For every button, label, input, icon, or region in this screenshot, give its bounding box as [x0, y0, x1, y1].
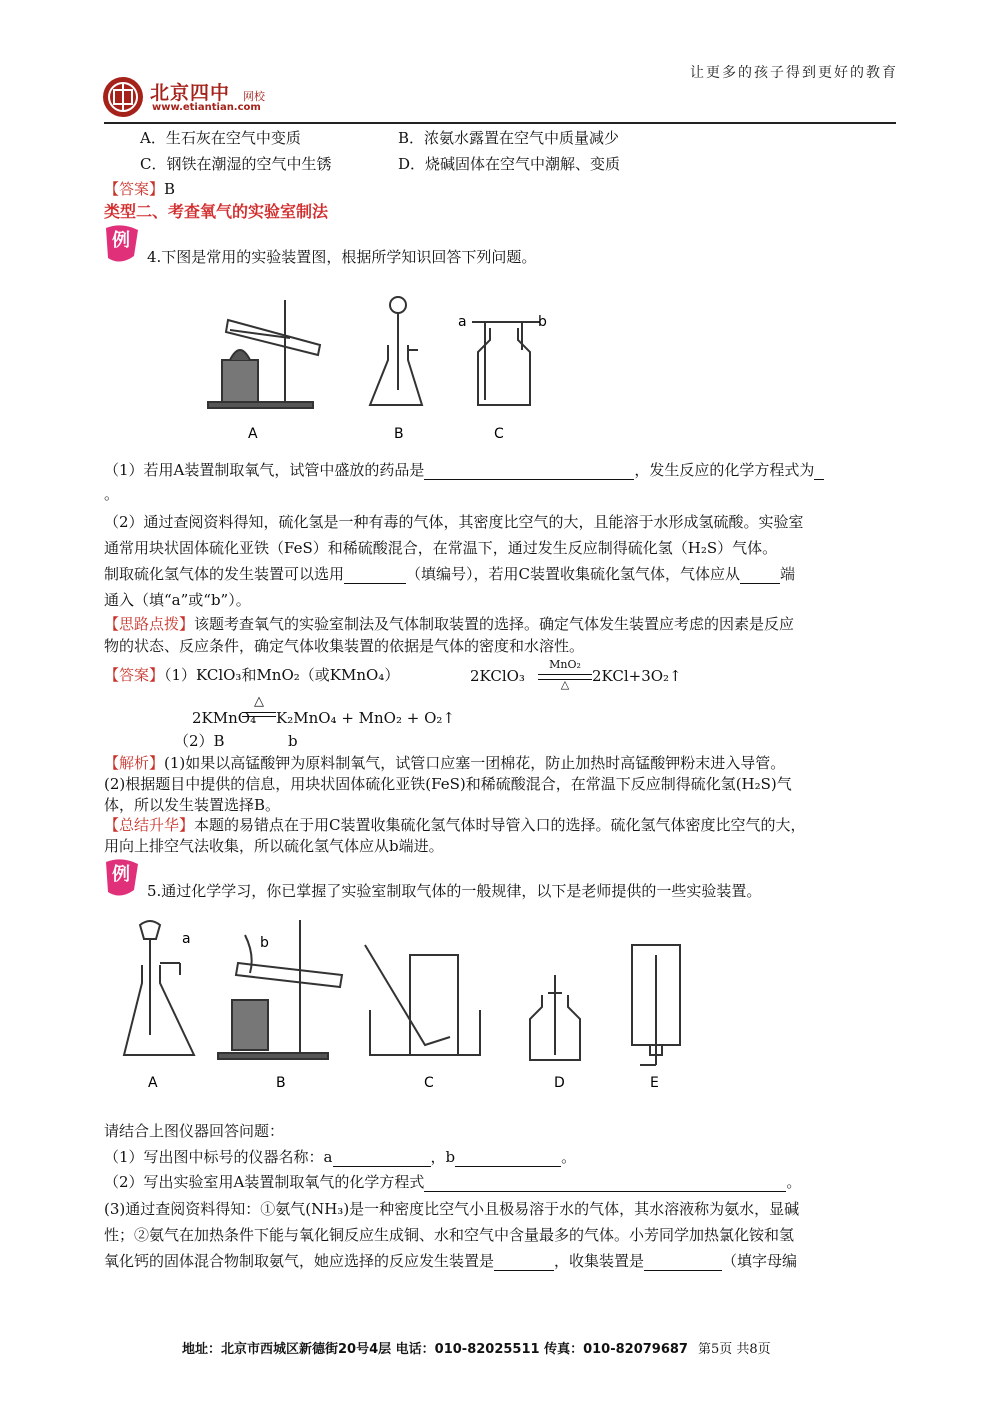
answer-part1: （1）KClO₃和MnO₂（或KMnO₄）: [164, 666, 400, 684]
q5-part1-blank-a[interactable]: [333, 1150, 431, 1167]
logo-url: www.etiantian.com: [152, 102, 261, 113]
hint-text: 该题考查氧气的实验室制法及气体制取装置的选择。确定气体发生装置应考虑的因素是反应: [194, 615, 795, 633]
q5-label-e: E: [650, 1075, 659, 1091]
footer-page-number: 第5页 共8页: [697, 1342, 771, 1357]
summary-tag: 【总结升华】: [104, 816, 195, 834]
q5-label-c: C: [424, 1075, 434, 1091]
q4-part2-text: 制取硫化氢气体的发生装置可以选用: [104, 565, 345, 583]
logo-name: 北京四中: [150, 82, 231, 104]
q5-part3-text2: ，收集装置是: [554, 1252, 645, 1270]
equation1-right: 2KCl+3O₂↑: [592, 667, 682, 685]
q5-apparatus-figure: [110, 915, 690, 1095]
q5-mark-b: b: [260, 935, 269, 951]
school-logo-icon: [100, 74, 148, 120]
q4-part2-text2: （填编号），若用C装置收集硫化氢气体，气体应从: [406, 565, 740, 583]
footer-address: 地址：北京市西城区新德街20号4层 电话：010-82025511 传真：010-82079687: [182, 1342, 688, 1357]
q4-label-c: C: [494, 426, 504, 442]
q5-part3-line1: (3)通过查阅资料得知：①氨气(NH₃)是一种密度比空气小且极易溶于水的气体，其水溶液称为氨水，显碱: [104, 1200, 800, 1218]
section-title: 类型二、考查氧气的实验室制法: [104, 202, 329, 221]
answer-part2-b: b: [288, 732, 298, 750]
equation2-right: K₂MnO₄ + MnO₂ + O₂↑: [276, 709, 455, 727]
answer-tag: 【答案】: [104, 180, 165, 198]
q5-part2-text: （2）写出实验室用A装置制取氧气的化学方程式: [104, 1173, 425, 1191]
q4-part1-text: （1）若用A装置制取氧气，试管中盛放的药品是: [104, 461, 425, 479]
q3-option-a: A．生石灰在空气中变质: [140, 129, 301, 147]
q5-label-a: A: [148, 1075, 158, 1091]
equation2-arrow: [242, 712, 276, 717]
q4-summary-line2: 用向上排空气法收集，所以硫化氢气体应从b端进。: [104, 837, 444, 855]
q4-part1: [104, 460, 824, 480]
q5-part1-blank-b[interactable]: [455, 1150, 561, 1167]
q4-part2-blank1[interactable]: [344, 567, 406, 584]
q4-label-b: B: [394, 426, 404, 442]
q5-part2-blank[interactable]: [424, 1175, 786, 1192]
q5-part3-blank1[interactable]: [494, 1254, 554, 1271]
analysis-text: (1)如果以高锰酸钾为原料制氧气，试管口应塞一团棉花，防止加热时高锰酸钾粉末进入导管。: [164, 754, 786, 772]
q5-intro: 请结合上图仪器回答问题：: [104, 1122, 285, 1140]
equation2-left: 2KMnO₄: [192, 709, 257, 727]
example-badge-label: 例: [112, 864, 130, 885]
q5-part1-text: （1）写出图中标号的仪器名称：a: [104, 1148, 333, 1166]
q4-analysis-line3: 体，所以发生装置选择B。: [104, 796, 281, 814]
equation1-heat: △: [560, 678, 570, 691]
q3-option-b: B．浓氨水露置在空气中质量减少: [398, 129, 620, 147]
q4-part1-end: 。: [104, 485, 120, 503]
q5-stem: 5.通过化学学习，你已掌握了实验室制取气体的一般规律，以下是老师提供的一些实验装置。: [147, 882, 762, 900]
q4-apparatus-figure: [200, 290, 560, 450]
equation1-left: 2KClO₃: [470, 667, 525, 685]
q4-stem: 4.下图是常用的实验装置图，根据所学知识回答下列问题。: [147, 248, 537, 266]
q5-part3-text3: （填字母编: [722, 1252, 798, 1270]
q5-part3-blank2[interactable]: [644, 1254, 722, 1271]
answer-part2: （2）B: [174, 732, 225, 750]
q4-part2-blank2[interactable]: [740, 567, 780, 584]
q5-label-d: D: [554, 1075, 565, 1091]
q5-part3-text: 氧化钙的固体混合物制取氨气，她应选择的反应发生装置是: [104, 1252, 495, 1270]
q4-analysis-line2: (2)根据题目中提供的信息，用块状固体硫化亚铁(FeS)和稀硫酸混合，在常温下反应制得硫化氢(H₂S)气: [104, 775, 792, 793]
q5-part1-text2: ，b: [430, 1148, 456, 1166]
q4-label-a: A: [248, 426, 258, 442]
q5-part2: [104, 1172, 801, 1192]
summary-text: 本题的易错点在于用C装置收集硫化氢气体时导管入口的选择。硫化氢气体密度比空气的大，: [194, 816, 806, 834]
q4-part2-line4: 通入（填“a”或“b”）。: [104, 591, 251, 609]
q5-part3-line2: 性；②氨气在加热条件下能与氧化铜反应生成铜、水和空气中含量最多的气体。小芳同学加热氯化铵和氢: [104, 1226, 795, 1244]
page-footer: [182, 1338, 771, 1357]
logo-suffix: 网校: [243, 90, 265, 103]
q5-part3-line3: [104, 1251, 797, 1271]
q4-part2-line1: （2）通过查阅资料得知，硫化氢是一种有毒的气体，其密度比空气的大，且能溶于水形成氢硫酸。实验室: [104, 513, 804, 531]
equation1-catalyst: MnO₂: [549, 658, 581, 671]
header-rule: [104, 122, 896, 124]
q4-part1-text2: ，发生反应的化学方程式为: [634, 461, 815, 479]
q4-port-b: b: [538, 314, 547, 330]
q4-answer: [104, 665, 399, 685]
q4-hint-line2: 物的状态、反应条件，确定气体收集装置的依据是气体的密度和水溶性。: [104, 637, 585, 655]
answer-tag: 【答案】: [104, 666, 165, 684]
q4-summary: [104, 815, 806, 835]
q5-label-b: B: [276, 1075, 286, 1091]
q3-option-d: D．烧碱固体在空气中潮解、变质: [398, 155, 621, 173]
answer-text: B: [164, 180, 176, 198]
q5-mark-a: a: [182, 931, 191, 947]
q4-part2-text3: 端: [780, 565, 796, 583]
q5-part1: [104, 1147, 576, 1167]
q4-analysis: [104, 753, 785, 773]
example-badge-label: 例: [112, 230, 130, 251]
q4-part1-blank[interactable]: [424, 463, 634, 480]
q5-part1-end: 。: [561, 1148, 577, 1166]
q4-part2-line2: 通常用块状固体硫化亚铁（FeS）和稀硫酸混合，在常温下，通过发生反应制得硫化氢（H₂S）气体。: [104, 539, 778, 557]
header-slogan: 让更多的孩子得到更好的教育: [690, 65, 898, 81]
q3-option-c: C．钢铁在潮湿的空气中生锈: [140, 155, 332, 173]
equation2-heat: △: [254, 694, 264, 709]
q5-part2-end: 。: [786, 1173, 802, 1191]
q4-part1-blank2[interactable]: [814, 463, 824, 480]
q4-port-a: a: [458, 314, 467, 330]
analysis-tag: 【解析】: [104, 754, 165, 772]
q4-hint: [104, 614, 794, 634]
hint-tag: 【思路点拨】: [104, 615, 195, 633]
q4-part2-line3: [104, 564, 795, 584]
q3-answer: [104, 179, 175, 199]
